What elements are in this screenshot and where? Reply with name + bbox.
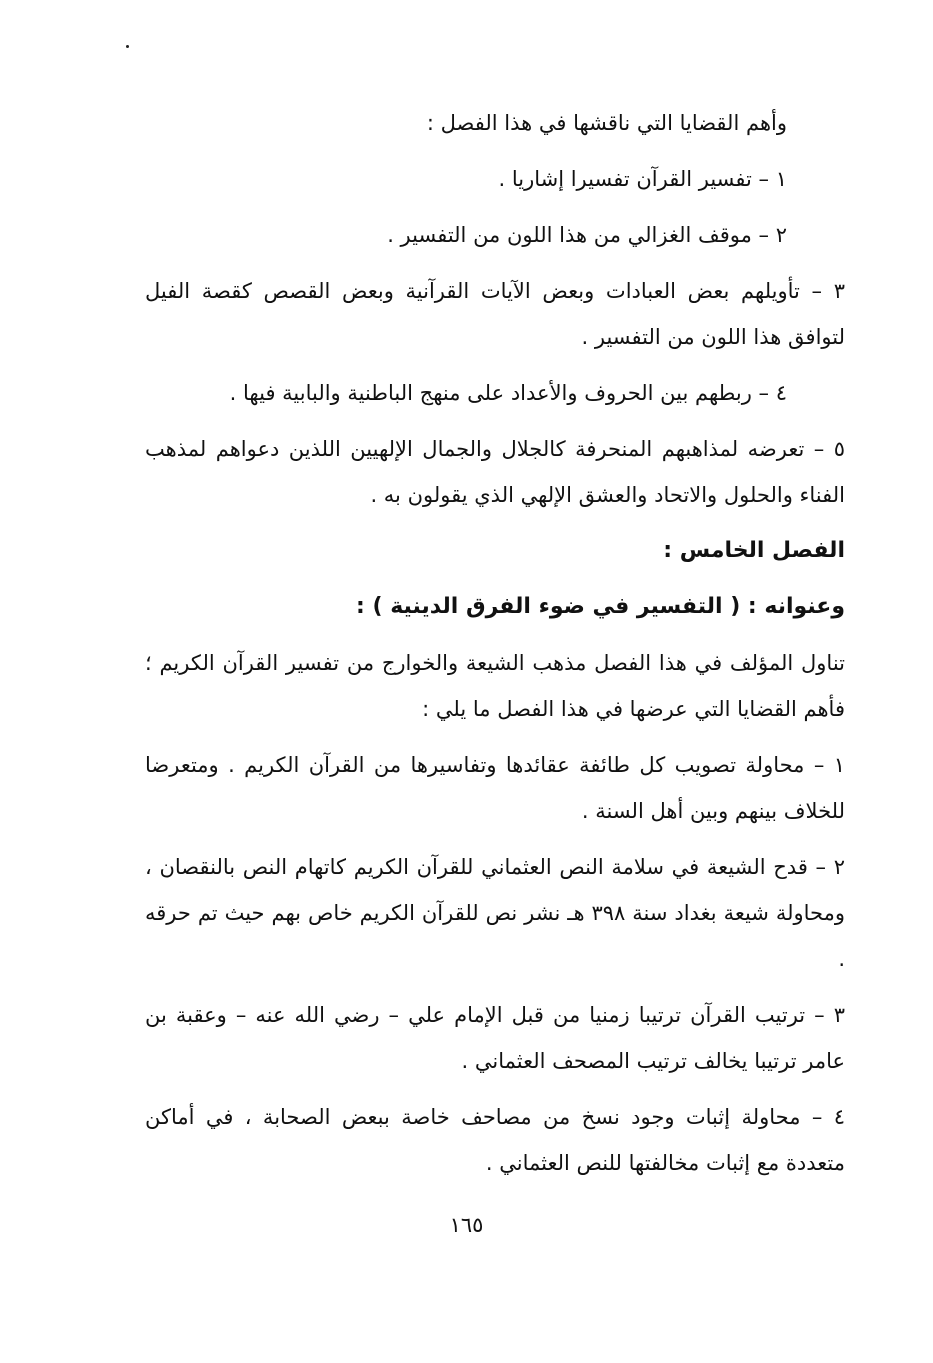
chapter-list-item-3: ٣ – ترتيب القرآن ترتيبا زمنيا من قبل الإمام علي – رضي الله عنه – وعقبة بن عامر ترتيبا يخالف ترتيب المصحف العثماني . bbox=[145, 1003, 845, 1073]
intro-paragraph: وأهم القضايا التي ناقشها في هذا الفصل : bbox=[426, 111, 787, 135]
body-text bbox=[145, 100, 845, 1196]
chapter-list-item-4: ٤ – محاولة إثبات وجود نسخ من مصاحف خاصة ببعض الصحابة ، في أماكن متعددة مع إثبات مخالفتها للنص العثماني . bbox=[145, 1105, 845, 1175]
page-number: ١٦٥ bbox=[449, 1213, 484, 1237]
scan-speck bbox=[126, 45, 129, 48]
list-item-1: ١ – تفسير القرآن تفسيرا إشاريا . bbox=[498, 167, 787, 191]
chapter-intro-paragraph: تناول المؤلف في هذا الفصل مذهب الشيعة والخوارج من تفسير القرآن الكريم ؛ فأهم القضايا التي عرضها في هذا الفصل ما يلي : bbox=[145, 651, 845, 721]
list-item-3: ٣ – تأويلهم بعض العبادات وبعض الآيات القرآنية وبعض القصص كقصة الفيل لتوافق هذا اللون من التفسير . bbox=[145, 279, 845, 349]
chapter-heading: الفصل الخامس : bbox=[663, 538, 845, 563]
chapter-list-item-2: ٢ – قدح الشيعة في سلامة النص العثماني للقرآن الكريم كاتهام النص بالنقصان ، ومحاولة شيعة بغداد سنة ٣٩٨ هـ نشر نص للقرآن الكريم خاص بهم حيث تم حرقه . bbox=[145, 855, 845, 971]
chapter-list-item-1: ١ – محاولة تصويب كل طائفة عقائدها وتفاسيرها من القرآن الكريم . ومتعرضا للخلاف بينهم وبين أهل السنة . bbox=[145, 753, 845, 823]
list-item-5: ٥ – تعرضه لمذاهبهم المنحرفة كالجلال والجمال الإلهيين اللذين دعواهم لمذهب الفناء والحلول والاتحاد والعشق الإلهي الذي يقولون به . bbox=[145, 437, 845, 507]
list-item-2: ٢ – موقف الغزالي من هذا اللون من التفسير . bbox=[387, 223, 787, 247]
chapter-title: وعنوانه : ( التفسير في ضوء الفرق الدينية ) : bbox=[356, 594, 845, 619]
list-item-4: ٤ – ربطهم بين الحروف والأعداد على منهج الباطنية والبابية فيها . bbox=[229, 381, 787, 405]
